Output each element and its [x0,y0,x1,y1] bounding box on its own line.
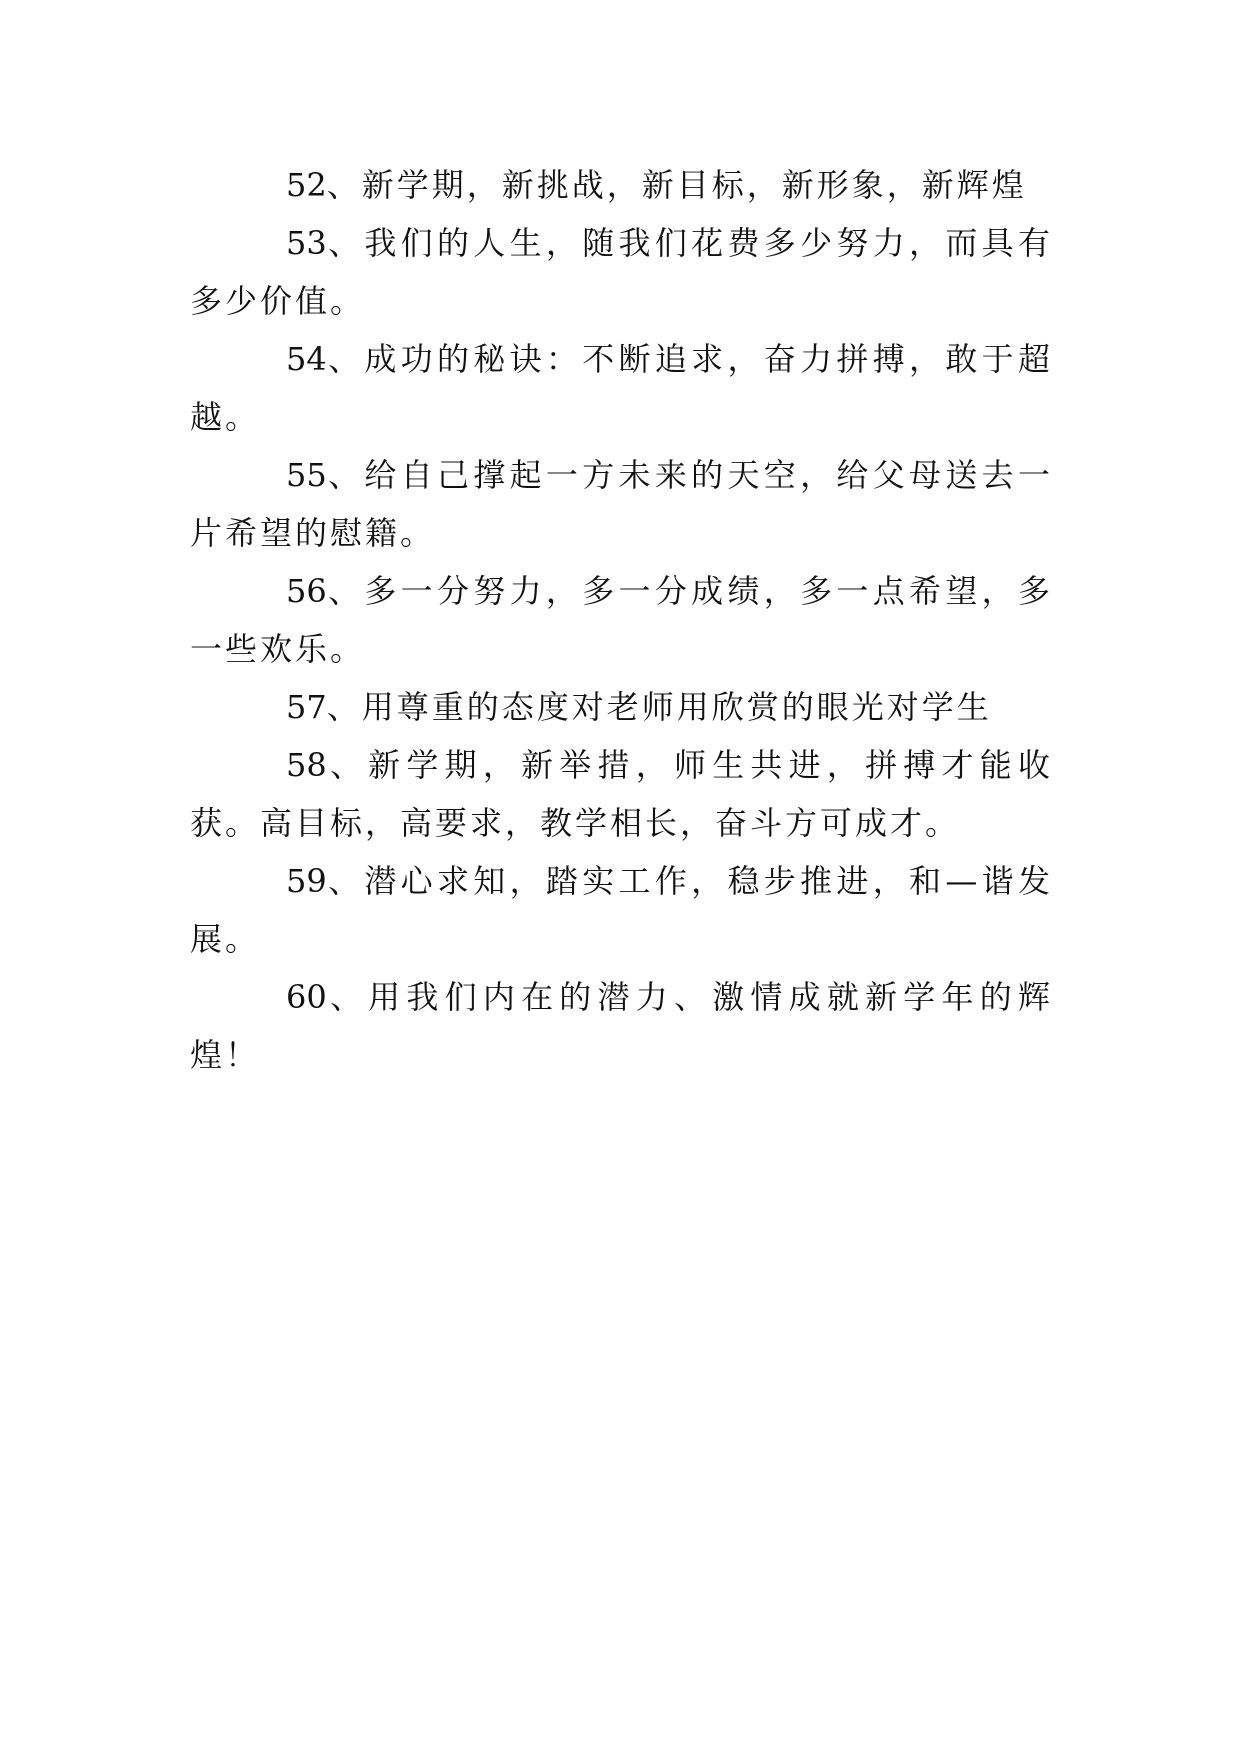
list-item [190,562,1053,678]
item-text: 、我们的人生，随我们花费多少努力，而具有多少价值。 [190,224,1053,320]
list-item [190,156,1053,214]
item-text: 、多一分努力，多一分成绩，多一点希望，多一些欢乐。 [190,572,1053,668]
list-item [190,736,1053,852]
item-text: 、给自己撑起一方未来的天空，给父母送去一片希望的慰籍。 [190,456,1053,552]
item-number: 52 [286,166,327,204]
item-text: 、新学期，新挑战，新目标，新形象，新辉煌 [326,166,1027,204]
item-text: 、新学期，新举措，师生共进，拼搏才能收获。高目标，高要求，教学相长，奋斗方可成才。 [190,746,1053,842]
list-item [190,330,1053,446]
item-number: 56 [286,572,327,610]
item-text: 、用我们内在的潜力、激情成就新学年的辉煌！ [190,978,1053,1074]
item-number: 57 [286,688,327,726]
list-item [190,852,1053,968]
item-number: 54 [286,340,327,378]
item-text: 、潜心求知，踏实工作，稳步推进，和—谐发展。 [190,862,1053,958]
list-item [190,968,1053,1084]
item-number: 59 [286,862,327,900]
document-body [190,156,1053,1084]
item-text: 、用尊重的态度对老师用欣赏的眼光对学生 [326,688,992,726]
item-number: 58 [286,746,327,784]
item-text: 、成功的秘诀：不断追求，奋力拼搏，敢于超越。 [190,340,1053,436]
list-item [190,446,1053,562]
list-item [190,678,1053,736]
item-number: 55 [286,456,327,494]
list-item [190,214,1053,330]
item-number: 60 [286,978,327,1016]
item-number: 53 [286,224,327,262]
